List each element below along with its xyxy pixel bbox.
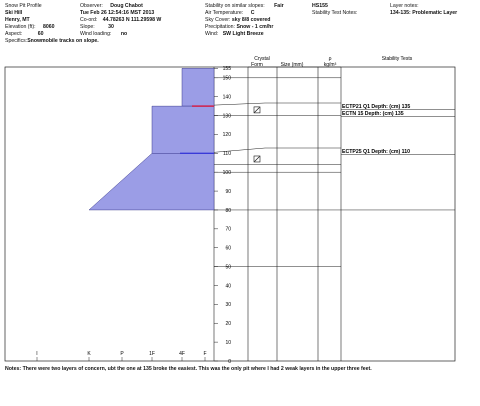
hardness-label: 4F	[179, 351, 185, 357]
notes-text: There were two layers of concern, ubt the one at 135 broke the easiest. This was the only pit where I had 2 weak layers in the upper three feet.	[22, 366, 372, 372]
height-tick-label: 140	[222, 94, 231, 101]
test-connector	[214, 148, 341, 152]
crystal-header: Crystal	[254, 56, 270, 62]
observer: Observer: Doug Chabot	[80, 3, 143, 9]
height-tick-label: 60	[225, 245, 231, 252]
stability-test-label: ECTN 15 Depth: (cm) 135	[342, 111, 404, 117]
height-tick-label: 70	[225, 226, 231, 233]
pit-aspect: Aspect: 60	[5, 31, 44, 37]
stability-similar: Stability on similar slopes: Fair	[205, 3, 284, 9]
layer-note: 134-135: Problematic Layer	[390, 10, 458, 16]
total-snow-height: HS155	[312, 3, 328, 9]
height-tick-label: 150	[222, 75, 231, 82]
hardness-label: F	[203, 351, 207, 357]
height-tick-label: 110	[223, 151, 231, 158]
size-header: Size (mm)	[280, 62, 304, 68]
rho-header: ρ	[328, 56, 332, 62]
stability-test-notes-label: Stability Test Notes:	[312, 10, 358, 16]
profile-layer	[152, 106, 214, 153]
stability-test-label: ECTP21 Q1 Depth: (cm) 135	[342, 104, 411, 110]
slope-angle: Slope: 30	[80, 24, 114, 30]
layer-notes-label: Layer notes:	[390, 3, 419, 9]
observation-date: Tue Feb 26 12:54:16 MST 2013	[80, 10, 155, 16]
pit-name: Ski Hill	[5, 10, 23, 16]
air-temperature: Air Temperature: C	[205, 10, 255, 16]
coordinates: Co-ord: 44.78263 N 111.29598 W	[80, 17, 162, 23]
hardness-label: P	[120, 351, 124, 357]
pit-location: Henry, MT	[5, 17, 30, 23]
pit-title: Snow Pit Profile	[5, 3, 42, 9]
form-header: Form	[251, 62, 263, 68]
height-tick-label: 100	[222, 170, 231, 176]
height-tick-label: 50	[225, 264, 231, 271]
height-tick-label: 90	[225, 188, 231, 195]
sky-cover: Sky Cover: sky 8/8 covered	[205, 17, 271, 23]
height-tick-label: 30	[225, 302, 231, 309]
height-tick-label: 80	[225, 207, 231, 214]
height-tick-label: 155	[222, 66, 231, 73]
height-tick-label: 130	[222, 113, 231, 120]
pit-specifics: Specifics:Snowmobile tracks on slope.	[5, 38, 99, 44]
hardness-label: 1F	[149, 351, 155, 357]
profile-layer	[182, 68, 214, 106]
hardness-label: I	[36, 351, 38, 357]
height-tick-label: 40	[225, 283, 231, 290]
stability-test-label: ECTP25 Q1 Depth: (cm) 110	[342, 149, 411, 155]
height-tick-label: 20	[225, 321, 231, 328]
height-tick-label: 0	[228, 358, 231, 365]
profile-layer	[89, 153, 214, 210]
wind-loading: Wind loading: no	[80, 31, 128, 37]
pit-elevation: Elevation (ft): 8060	[5, 24, 55, 30]
height-tick-label: 120	[222, 132, 231, 139]
notes	[5, 366, 372, 372]
precipitation: Precipitation: Snow - 1 cm/hr	[205, 24, 274, 30]
hardness-label: K	[87, 351, 91, 357]
test-connector	[214, 103, 341, 105]
height-tick-label: 10	[225, 339, 231, 346]
notes-label: Notes:	[5, 366, 22, 372]
wind: Wind: SW Light Breeze	[205, 31, 264, 37]
density-unit-header: kg/m³	[323, 62, 337, 68]
stability-tests-header: Stability Tests	[381, 56, 413, 62]
